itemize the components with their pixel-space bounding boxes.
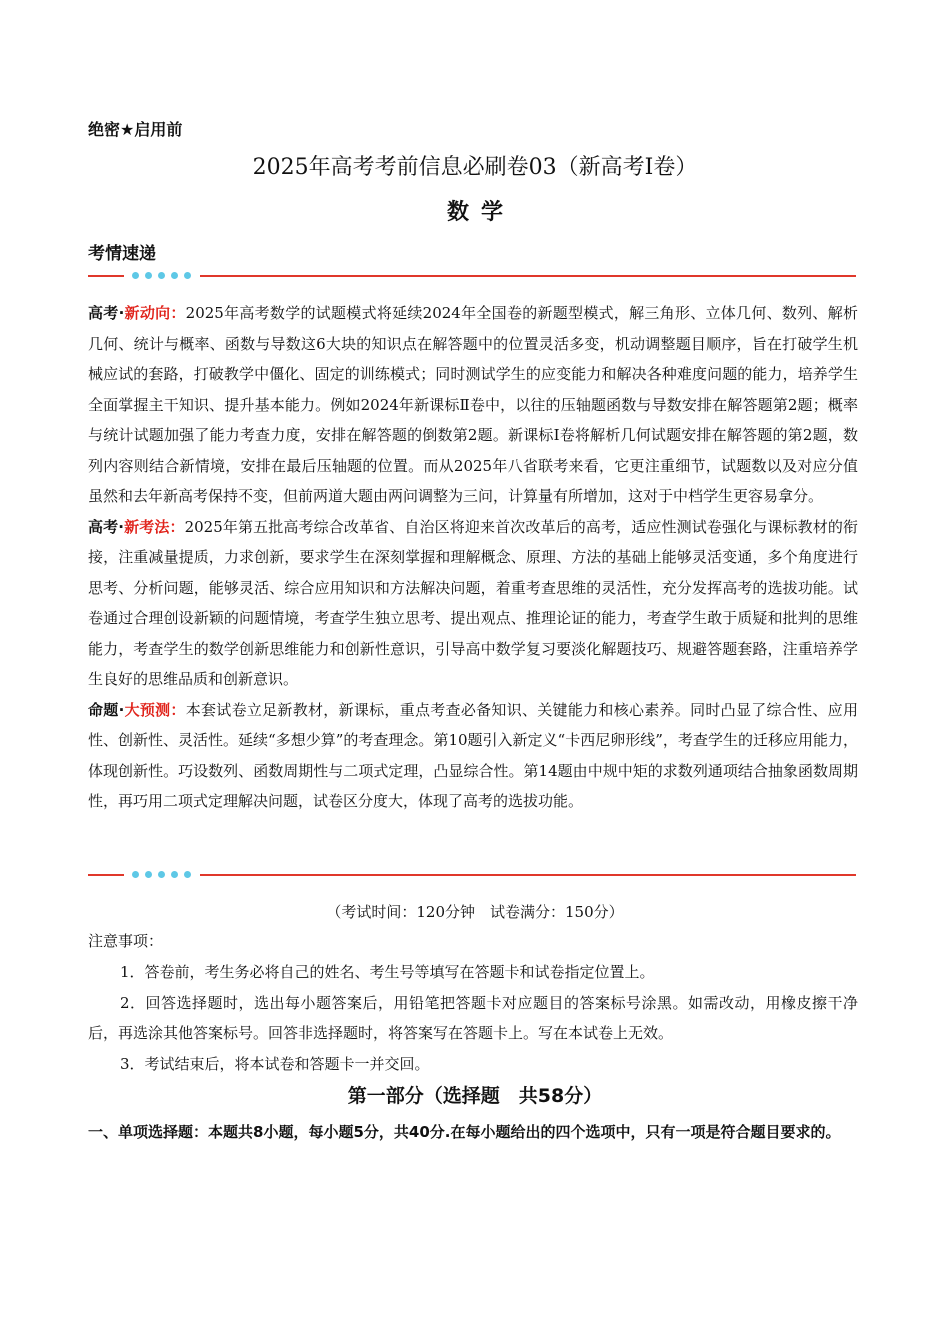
paragraph-highlight: 新动向 [124,304,171,322]
bottom-divider [88,870,858,880]
divider-line-left [88,874,124,876]
briefing-body [88,298,858,817]
highlight-colon: ： [170,304,186,322]
part-one-title: 第一部分（选择题 共58分） [347,1085,603,1107]
paragraph-highlight: 大预测 [124,700,171,719]
label-separator: · [118,700,125,719]
divider-dots [132,871,196,879]
paragraph-label: 命题 [88,700,119,719]
paragraph-text: 2025年高考数学的试题模式将延续2024年全国卷的新题型模式，解三角形、立体几何、数列、解析几何、统计与概率、函数与导数这6大块的知识点在解答题中的位置灵活多变，机动调整题目顺序，旨在打破学生机械应试的套路，打破教学中僵化、固定的训练模式；同时测试学生的应变能力和解决各种难度问题的能力，培养学生全面掌握主干知识、提升基本能力。例如2024年新课标Ⅱ卷中，以往的压轴题函数与导数安排在解答题第2题；概率与统计试题加强了能力考查力度，安排在解答题的倒数第2题。新课标Ⅰ卷将解析几何试题安排在解答题的第2题，数列内容则结合新情境，安排在最后压轴题的位置。而从2025年八省联考来看，它更注重细节，试题数以及对应分值虽然和去年新高考保持不变，但前两道大题由两问调整为三问，计算量有所增加，这对于中档学生更容易拿分。 [88,304,858,505]
paragraph-text: 本套试卷立足新教材，新课标，重点考查必备知识、关键能力和核心素养。同时凸显了综合性、应用性、创新性、灵活性。延续“多想少算”的考查理念。第10题引入新定义“卡西尼卵形线”，考查学生的迁移应用能力，体现创新性。巧设数列、函数周期性与二项式定理，凸显综合性。第14题由中规中矩的求数列通项结合抽象函数周期性，再巧用二项式定理解决问题，试卷区分度大，体现了高考的选拔功能。 [88,700,858,810]
divider-dot [145,272,152,279]
notice-item: 2．回答选择题时，选出每小题答案后，用铅笔把答题卡对应题目的答案标号涂黑。如需改动，用橡皮擦干净后，再选涂其他答案标号。回答非选择题时，将答案写在答题卡上。写在本试卷上无效。 [88,993,858,1042]
divider-dot [158,272,165,279]
briefing-paragraph-new-method [88,512,858,695]
divider-dot [132,871,139,878]
divider-dot [171,871,178,878]
exam-time-info: （考试时间：120分钟 试卷满分：150分） [326,903,624,921]
highlight-colon: ： [169,517,185,536]
notice-item: 3．考试结束后，将本试卷和答题卡一并交回。 [120,1054,430,1073]
section-one-instructions: 一、单项选择题：本题共8小题，每小题5分，共40分.在每小题给出的四个选项中，只有一项是符合题目要求的。 [88,1123,841,1141]
top-divider [88,271,858,281]
briefing-paragraph-prediction [88,695,858,817]
divider-line-left [88,275,124,277]
label-separator: · [118,304,125,322]
divider-line-right [200,275,856,277]
divider-dot [184,871,191,878]
notice-list [88,957,858,1079]
subject-title: 数学 [446,200,515,225]
divider-dot [132,272,139,279]
paragraph-text: 2025年第五批高考综合改革省、自治区将迎来首次改革后的高考，适应性测试卷强化与课标教材的衔接，注重减量提质，力求创新，要求学生在深刻掌握和理解概念、原理、方法的基础上能够灵活变通，多个角度进行思考、分析问题，能够灵活、综合应用知识和方法解决问题，着重考查思维的灵活性，充分发挥高考的选拔功能。试卷通过合理创设新颖的问题情境，考查学生独立思考、提出观点、推理论证的能力，考查学生敢于质疑和批判的思维能力，考查学生的数学创新思维能力和创新性意识，引导高中数学复习要淡化解题技巧、规避答题套路，注重培养学生良好的思维品质和创新意识。 [88,517,858,688]
exam-title: 2025年高考考前信息必刷卷03（新高考Ⅰ卷） [252,155,698,180]
divider-dots [132,272,196,280]
notice-item: 1．答卷前，考生务必将自己的姓名、考生号等填写在答题卡和试卷指定位置上。 [120,963,655,981]
divider-line-right [200,874,856,876]
briefing-heading: 考情速递 [88,244,156,264]
paragraph-highlight: 新考法 [123,517,170,536]
divider-dot [145,871,152,878]
paragraph-label: 高考 [88,304,119,322]
paragraph-label: 高考 [88,517,119,536]
divider-dot [184,272,191,279]
divider-dot [171,272,178,279]
briefing-paragraph-new-direction [88,298,858,512]
highlight-colon: ： [170,700,186,719]
divider-dot [158,871,165,878]
confidential-label: 绝密★启用前 [88,120,183,139]
label-separator: · [118,517,124,536]
notice-heading: 注意事项： [88,932,164,950]
